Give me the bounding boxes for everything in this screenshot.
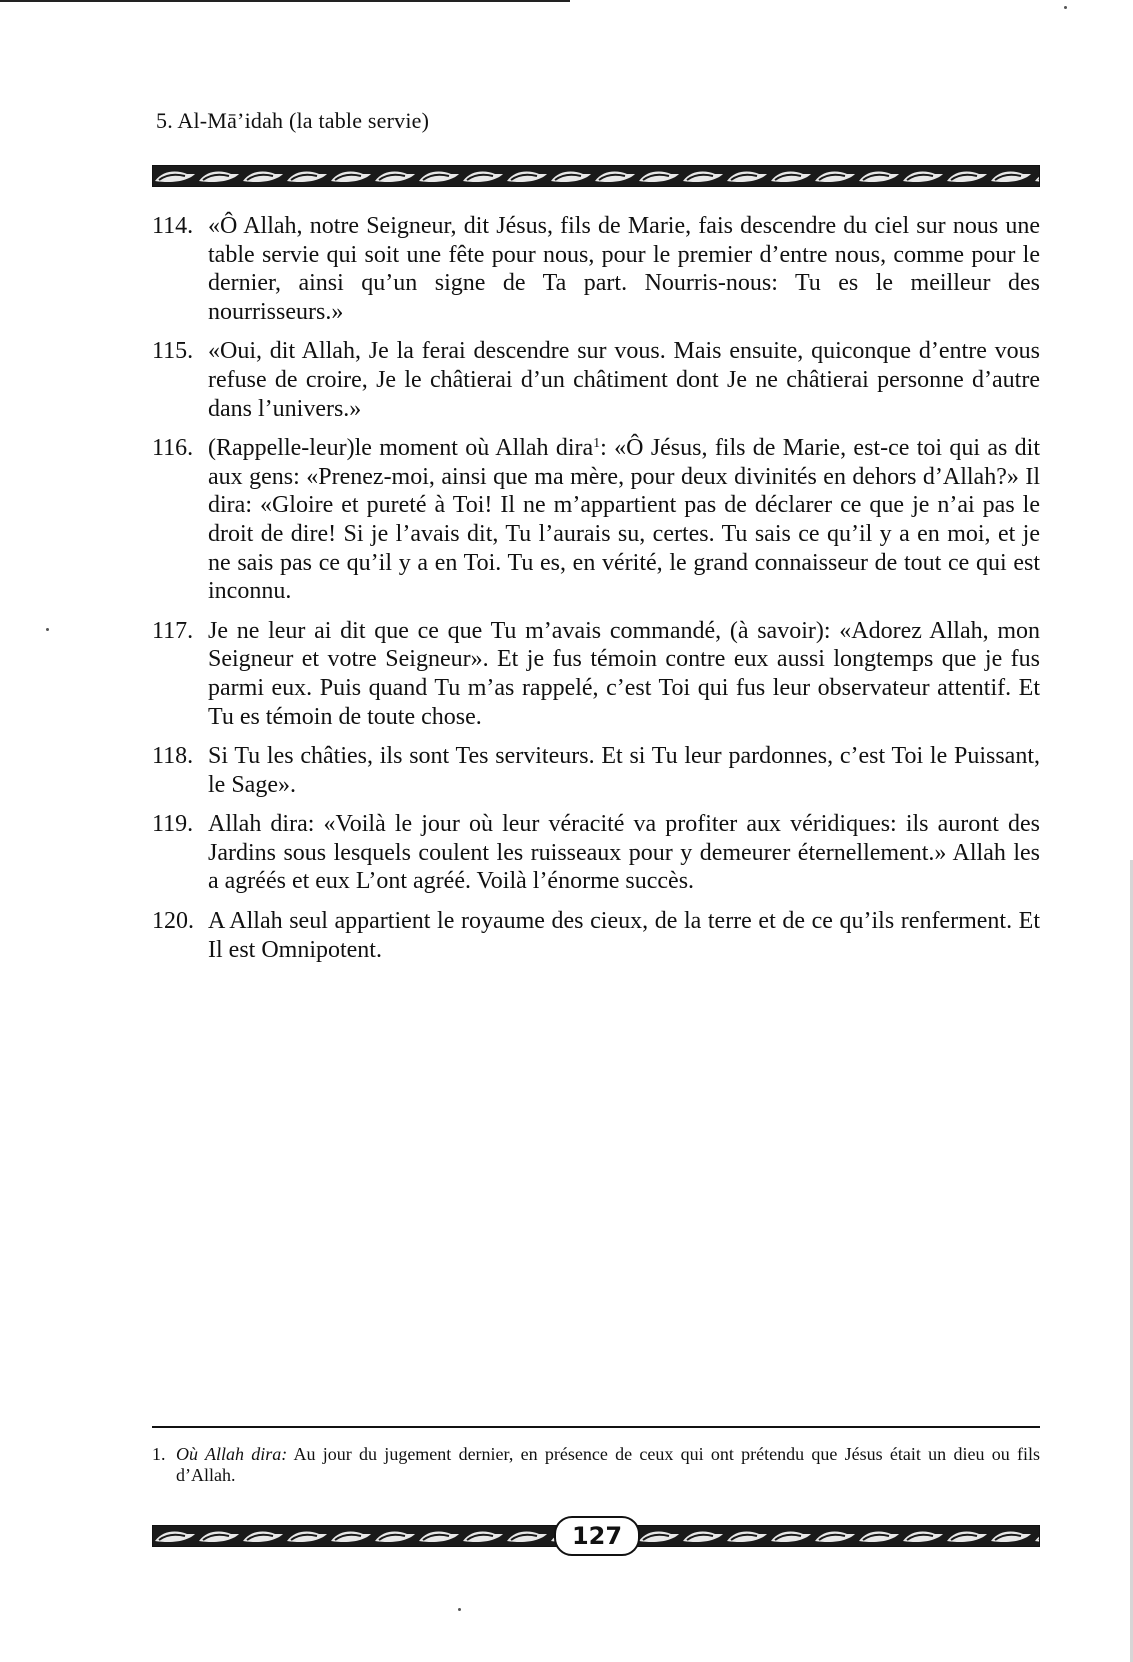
verse-list [152, 212, 1040, 975]
scan-speck [46, 628, 49, 631]
verse-text [208, 434, 1040, 606]
footnote-body [176, 1444, 1040, 1486]
scan-edge-line [0, 0, 570, 2]
verse-number: 117. [152, 617, 194, 644]
footnote-number: 1. [152, 1444, 166, 1464]
verse-116 [152, 434, 1040, 606]
verse-text: Je ne leur ai dit que ce que Tu m’avais commandé, (à savoir): «Adorez Allah, mon Seigneur et votre Seigneur». Et je fus témoin contre eux aussi longtemps que je fus parmi eux. Puis quand Tu m’as rappelé, c’est Toi qui fus leur observateur attentif. Et Tu es témoin de toute chose. [208, 617, 1040, 730]
ornament-band-top [152, 165, 1040, 187]
verse-number: 115. [152, 338, 194, 365]
verse-number: 120. [152, 908, 194, 935]
verse-114 [152, 212, 1040, 326]
footnote-reference: 1 [593, 436, 601, 452]
footnote-text: Au jour du jugement dernier, en présence de ceux qui ont prétendu que Jésus était un dieu ou fils d’Allah. [176, 1444, 1040, 1485]
footnote-term: Où Allah dira: [176, 1444, 288, 1464]
verse-text-before-note: (Rappelle-leur)le moment où Allah dira [208, 435, 594, 462]
verse-number: 116. [152, 435, 194, 462]
verse-text-after-note: : «Ô Jésus, fils de Marie, est-ce toi qui as dit aux gens: «Prenez-moi, ainsi que ma mère, pour deux divinités en dehors d’Allah?» Il dira: «Gloire et pureté à Toi! Il ne m’appartient pas de déclarer ce que je n’ai pas le droit de dire! Si je l’avais dit, Tu l’aurais su, certes. Tu sais ce qu’il y a en moi, et je ne sais pas ce qu’il y a en Toi. Tu es, en vérité, le grand connaisseur de tout ce qui est inconnu. [208, 435, 1040, 605]
page-number: 127 [554, 1516, 640, 1556]
running-head: 5. Al-Mā’idah (la table servie) [156, 108, 430, 133]
verse-text: Allah dira: «Voilà le jour où leur véracité va profiter aux véridiques: ils auront des Jardins sous lesquels coulent les ruisseaux pour y demeurer éternellement.» Allah les a agréés et eux L’ont agréé. Voilà l’énorme succès. [208, 811, 1040, 895]
scan-speck [458, 1608, 461, 1611]
verse-number: 118. [152, 743, 194, 770]
verse-text: Si Tu les châties, ils sont Tes serviteurs. Et si Tu leur pardonnes, c’est Toi le Puissant, le Sage». [208, 743, 1040, 798]
verse-number: 119. [152, 811, 194, 838]
verse-text: «Oui, dit Allah, Je la ferai descendre sur vous. Mais ensuite, quiconque d’entre vous refuse de croire, Je le châtierai d’un châtiment dont Je ne châtierai personne d’autre dans l’univers.» [208, 338, 1040, 422]
footnote-divider [152, 1426, 1040, 1428]
verse-text: A Allah seul appartient le royaume des cieux, de la terre et de ce qu’ils renferment. Et Il est Omnipotent. [208, 908, 1040, 963]
verse-119 [152, 810, 1040, 896]
footnote [152, 1444, 1040, 1486]
verse-number: 114. [152, 213, 194, 239]
verse-117 [152, 617, 1040, 731]
verse-118 [152, 742, 1040, 799]
verse-120 [152, 907, 1040, 964]
verse-115 [152, 337, 1040, 423]
scan-speck [1064, 6, 1067, 9]
verse-text: «Ô Allah, notre Seigneur, dit Jésus, fils de Marie, fais descendre du ciel sur nous une table servie qui soit une fête pour nous, pour le premier d’entre nous, comme pour le dernier, ainsi qu’un signe de Ta part. Nourris-nous: Tu es le meilleur des nourrisseurs.» [208, 213, 1040, 325]
